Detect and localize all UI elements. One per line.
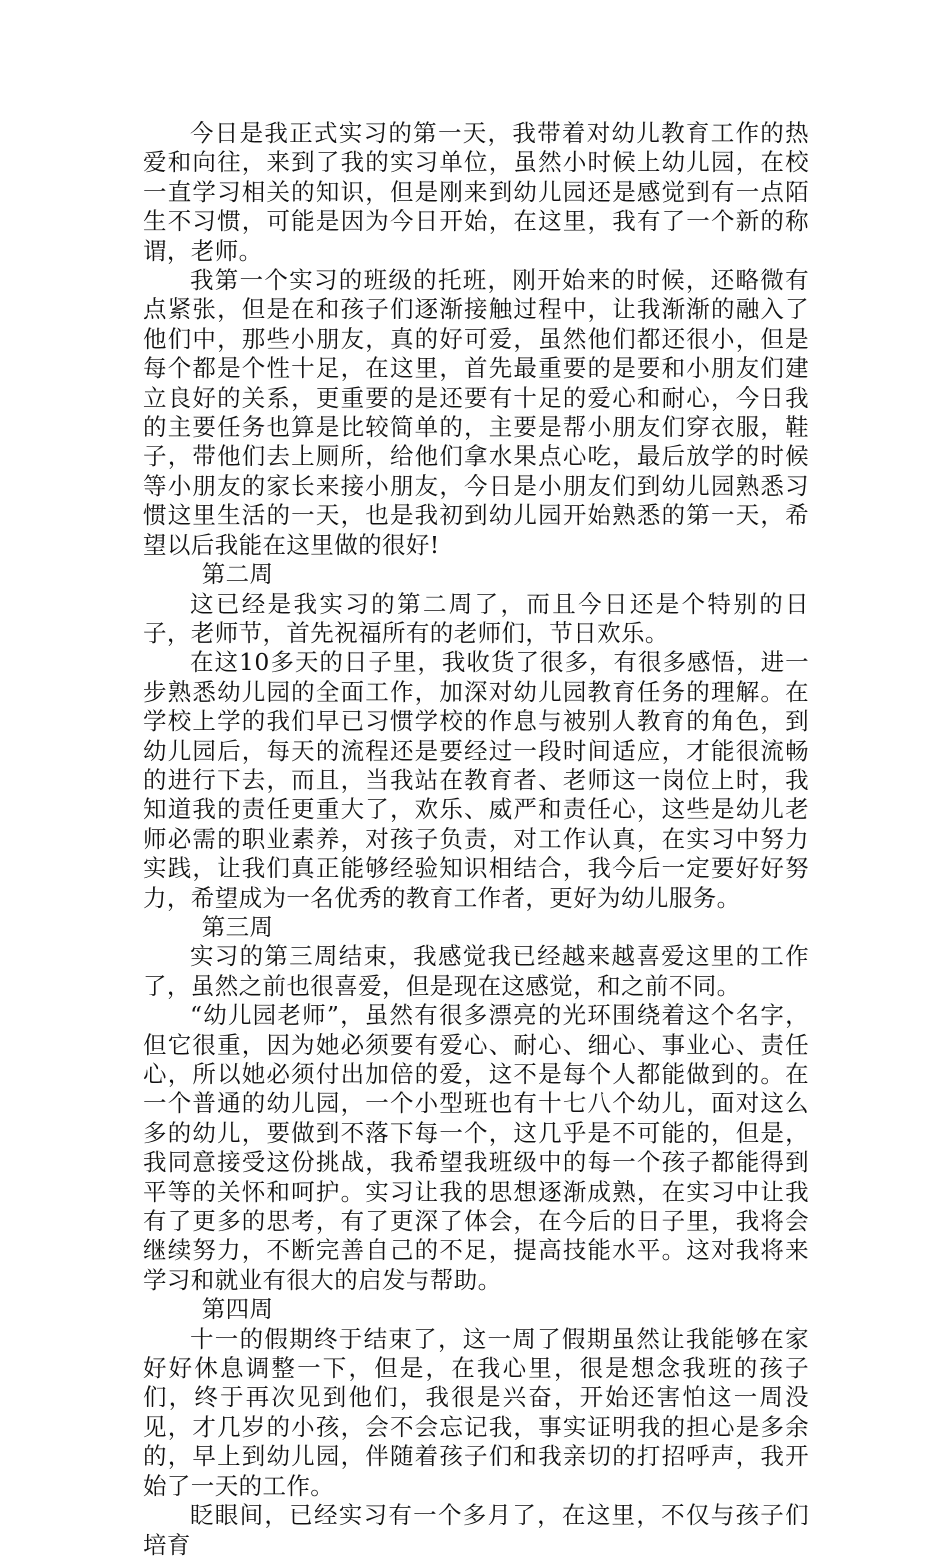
paragraph-week-two-reflection: 在这10多天的日子里，我收货了很多，有很多感悟，进一步熟悉幼儿园的全面工作，加深对幼儿园教育任务的理解。在学校上学的我们早已习惯学校的作息与被别人教育的角色，到幼儿园后，每天的流程还是要经过一段时间适应，才能很流畅的进行下去，而且，当我站在教育者、老师这一岗位上时，我知道我的责任更重大了，欢乐、威严和责任心，这些是幼儿老师必需的职业素养，对孩子负责，对工作认真，在实习中努力实践，让我们真正能够经验知识相结合，我今后一定要好好努力，希望成为一名优秀的教育工作者，更好为幼儿服务。	[143, 648, 809, 912]
paragraph-day-one: 今日是我正式实习的第一天，我带着对幼儿教育工作的热爱和向往，来到了我的实习单位，虽然小时候上幼儿园，在校一直学习相关的知识，但是刚来到幼儿园还是感觉到有一点陌生不习惯，可能是因为今日开始，在这里，我有了一个新的称谓，老师。	[143, 119, 809, 265]
paragraph-week-two-intro: 这已经是我实习的第二周了，而且今日还是个特别的日子，老师节，首先祝福所有的老师们，节日欢乐。	[143, 589, 809, 647]
paragraph-first-class: 我第一个实习的班级的托班，刚开始来的时候，还略微有点紧张，但是在和孩子们逐渐接触过程中，让我渐渐的融入了他们中，那些小朋友，真的好可爱，虽然他们都还很小，但是每个都是个性十足，在这里，首先最重要的是要和小朋友们建立良好的关系，更重要的是还要有十足的爱心和耐心，今日我的主要任务也算是比较简单的，主要是帮小朋友们穿衣服，鞋子，带他们去上厕所，给他们拿水果点心吃，最后放学的时候等小朋友的家长来接小朋友，今日是小朋友们到幼儿园熟悉习惯这里生活的一天，也是我初到幼儿园开始熟悉的第一天，希望以后我能在这里做的很好!	[143, 266, 809, 559]
heading-week-four: 第四周	[201, 1295, 274, 1324]
paragraph-week-three-reflection: “幼儿园老师”，虽然有很多漂亮的光环围绕着这个名字，但它很重，因为她必须要有爱心、耐心、细心、事业心、责任心，所以她必须付出加倍的爱，这不是每个人都能做到的。在一个普通的幼儿园，一个小型班也有十七八个幼儿，面对这么多的幼儿，要做到不落下每一个，这几乎是不可能的，但是，我同意接受这份挑战，我希望我班级中的每一个孩子都能得到平等的关怀和呵护。实习让我的思想逐渐成熟，在实习中让我有了更多的思考，有了更深了体会，在今后的日子里，我将会继续努力，不断完善自己的不足，提高技能水平。这对我将来学习和就业有很大的启发与帮助。	[143, 1001, 809, 1294]
paragraph-week-four-continued: 眨眼间，已经实习有一个多月了，在这里，不仅与孩子们培育	[143, 1501, 809, 1559]
heading-week-two: 第二周	[201, 560, 274, 589]
paragraph-week-four-intro: 十一的假期终于结束了，这一周了假期虽然让我能够在家好好休息调整一下，但是，在我心里，很是想念我班的孩子们，终于再次见到他们，我很是兴奋，开始还害怕这一周没见，才几岁的小孩，会不会忘记我，事实证明我的担心是多余的，早上到幼儿园，伴随着孩子们和我亲切的打招呼声，我开始了一天的工作。	[143, 1324, 809, 1500]
paragraph-week-three-intro: 实习的第三周结束，我感觉我已经越来越喜爱这里的工作了，虽然之前也很喜爱，但是现在这感觉，和之前不同。	[143, 942, 809, 1000]
heading-week-three: 第三周	[201, 912, 274, 941]
